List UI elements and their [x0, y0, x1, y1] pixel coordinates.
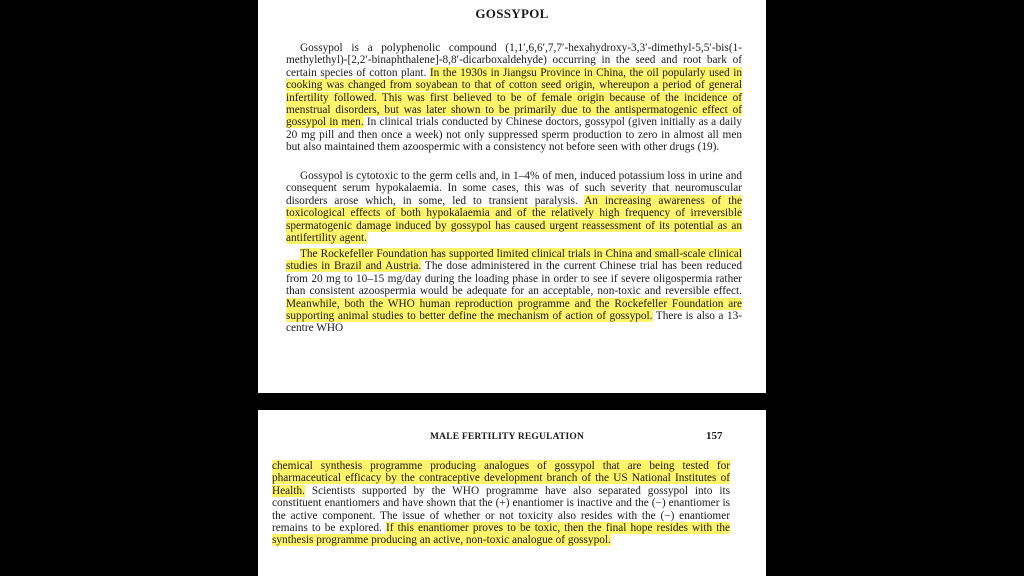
paragraph-1 — [286, 42, 742, 154]
text-run: In clinical trials conducted by Chinese doctors, gossypol (given initially as a daily 20 mg pill and then once a week) not only suppressed sperm production to zero in almost all men but also maintained them azoospermic with a consistency not before seen with other drugs (19). — [286, 116, 742, 154]
highlighted-text-run: In the 1930s in Jiangsu Province in China, the oil popularly used in cooking was changed from soyabean to that of cotton seed origin, whereupon a period of general infertility followed. This was first believed to be of female origin because of the incidence of menstrual disorders, but was later shown to be primarily due to the antispermatogenic effect of gossypol in men. — [286, 66, 742, 129]
highlighted-text-run: An increasing awareness of the toxicological effects of both hypokalaemia and of the relatively high frequency of irreversible spermatogenic damage induced by gossypol has caused urgent reassessment of its potential as an antifertility agent. — [286, 194, 742, 245]
highlighted-text-run: If this enantiomer proves to be toxic, then the final hope resides with the synthesis programme producing an active, non-toxic analogue of gossypol. — [272, 522, 730, 547]
running-head: MALE FERTILITY REGULATION — [430, 432, 585, 442]
highlighted-text-run: The Rockefeller Foundation has supported limited clinical trials in China and small-scale clinical studies in Brazil and Austria. — [286, 248, 742, 273]
page-title: GOSSYPOL — [475, 6, 549, 21]
text-run: Gossypol is a polyphenolic compound (1,1′,6,6′,7,7′-hexahydroxy-3,3′-dimethyl-5,5′-bis(1-methylethyl)-[2,2′-binaphthalene]-8,8′-dicarboxaldehyde) occurring in the seed and root bark of certain species of cotton plant. — [286, 42, 742, 79]
text-run: There is also a 13-centre WHO — [286, 310, 743, 335]
document-page-top — [258, 0, 766, 393]
paragraph-3 — [286, 248, 742, 335]
highlighted-text-run: Meanwhile, both the WHO human reproduction programme and the Rockefeller Foundation are supporting animal studies to better define the mechanism of action of gossypol. — [286, 297, 742, 323]
paragraph-2 — [286, 170, 742, 244]
text-run: Gossypol is cytotoxic to the germ cells and, in 1–4% of men, induced potassium loss in urine and consequent serum hypokalaemia. In some cases, this was of such severity that neuromuscular disorders arose which, in some, led to transient paralysis. — [286, 170, 742, 207]
text-run: The dose administered in the current Chinese trial has been reduced from 20 mg to 10–15 mg/day during the loading phase in order to see if severe oligospermia rather than consistent azoospermia would be adequate for an acceptable, non-toxic and reversible effect. — [286, 260, 742, 298]
page-number: 157 — [706, 430, 723, 442]
paragraph-4 — [272, 460, 730, 547]
highlighted-text-run: chemical synthesis programme producing analogues of gossypol that are being tested for pharmaceutical efficacy by the contraceptive development branch of the US National Institutes of Health. — [272, 460, 730, 497]
document-page-bottom — [258, 410, 766, 576]
text-run: Scientists supported by the WHO programme have also separated gossypol into its constituent enantiomers and have shown that the (+) enantiomer is inactive and the (−) enantiomer is the active component. The issue of whether or not toxicity also resides with the (−) enantiomer remains to be explored. — [272, 484, 730, 535]
